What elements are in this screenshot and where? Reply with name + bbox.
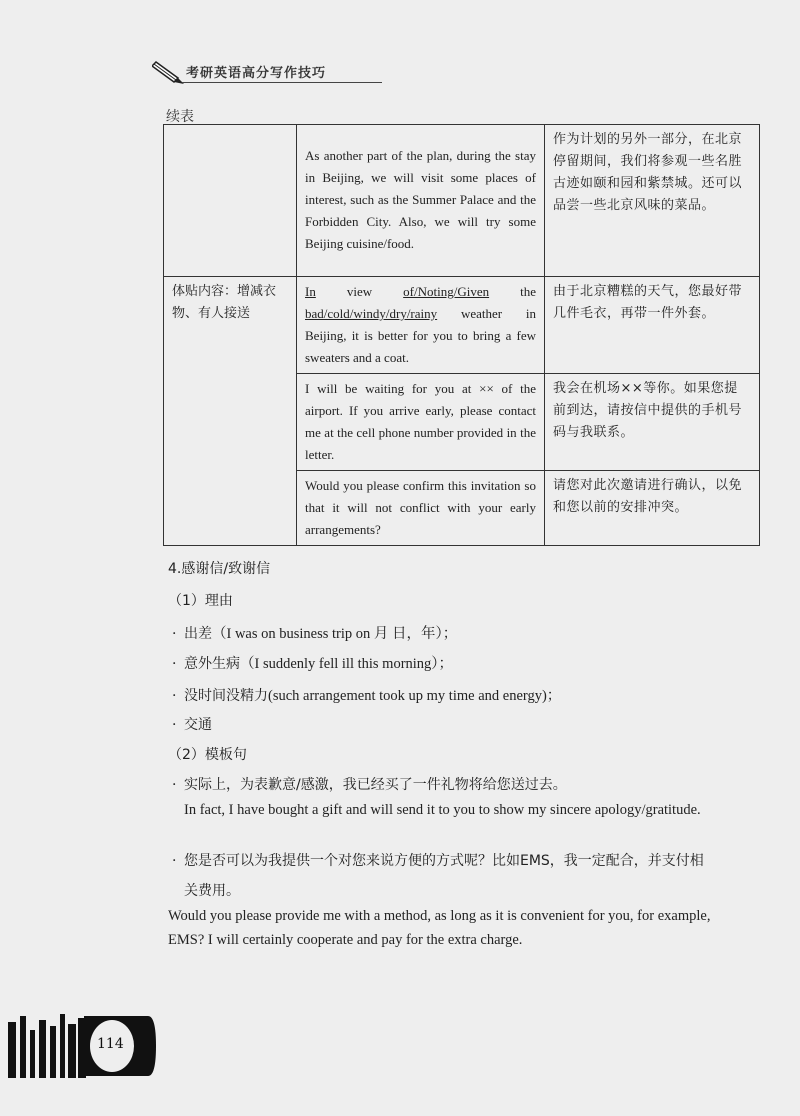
category-cell-empty: [164, 125, 297, 277]
page-number-badge: [8, 1010, 158, 1082]
list-item: · 交通: [172, 717, 212, 733]
english-cell: [297, 277, 545, 374]
list-item: · 没时间没精力(such arrangement took up my time and energy)；: [172, 688, 562, 704]
template-english: EMS? I will certainly cooperate and pay for the extra charge.: [168, 932, 523, 948]
list-item: · 意外生病（I suddenly fell ill this morning）；: [172, 656, 454, 672]
phrase-text: weather in Beijing, it is better for you to bring a few sweaters and a coat.: [305, 306, 536, 365]
page-number: 114: [97, 1036, 124, 1052]
template-english: Would you please provide me with a method, as long as it is convenient for you, for example,: [168, 908, 711, 924]
header-rule: [182, 82, 382, 83]
subsection-heading: （2）模板句: [168, 747, 247, 763]
chinese-cell: 我会在机场××等你。如果您提前到达，请按信中提供的手机号码与我联系。: [545, 374, 760, 471]
running-header: [152, 56, 452, 86]
chinese-cell: 由于北京糟糕的天气，您最好带几件毛衣，再带一件外套。: [545, 277, 760, 374]
english-cell: As another part of the plan, during the stay in Beijing, we will visit some places of interest, such as the Summer Palace and the Forbidden City. Also, we will try some Beijing cuisine/food.: [297, 125, 545, 277]
underlined-phrase: bad/cold/windy/dry/rainy: [305, 306, 438, 321]
english-cell: Would you please confirm this invitation so that it will not conflict with your early arrangements?: [297, 471, 545, 546]
section-heading: 4.感谢信/致谢信: [168, 561, 271, 577]
table-row: [164, 277, 760, 374]
list-item: · 您是否可以为我提供一个对您来说方便的方式呢？比如EMS，我一定配合，并支付相: [172, 853, 704, 869]
subsection-heading: （1）理由: [168, 593, 233, 609]
template-english: In fact, I have bought a gift and will send it to you to show my sincere apology/gratitude.: [184, 802, 701, 818]
category-cell: 体贴内容：增减衣物、有人接送: [164, 277, 297, 546]
english-cell: I will be waiting for you at ×× of the airport. If you arrive early, please contact me at the cell phone number provided in the letter.: [297, 374, 545, 471]
phrase-text: view: [315, 284, 404, 299]
phrase-text: the: [489, 284, 536, 299]
underlined-phrase: In: [305, 284, 316, 299]
chinese-cell: 作为计划的另外一部分，在北京停留期间，我们将参观一些名胜古迹如颐和园和紫禁城。还可以品尝一些北京风味的菜品。: [545, 125, 760, 277]
underlined-phrase: of/Noting/Given: [403, 284, 490, 299]
chinese-cell: 请您对此次邀请进行确认，以免和您以前的安排冲突。: [545, 471, 760, 546]
pencil-icon: [152, 56, 186, 86]
list-item: · 实际上，为表歉意/感激，我已经买了一件礼物将给您送过去。: [172, 777, 567, 793]
phrase-table: [163, 124, 760, 546]
list-item: · 出差（I was on business trip on 月 日，年）；: [172, 626, 458, 642]
continuation-label: 续表: [166, 109, 194, 125]
template-chinese-continued: 关费用。: [184, 883, 240, 899]
header-title: 考研英语高分写作技巧: [186, 66, 327, 81]
table-row: [164, 125, 760, 277]
